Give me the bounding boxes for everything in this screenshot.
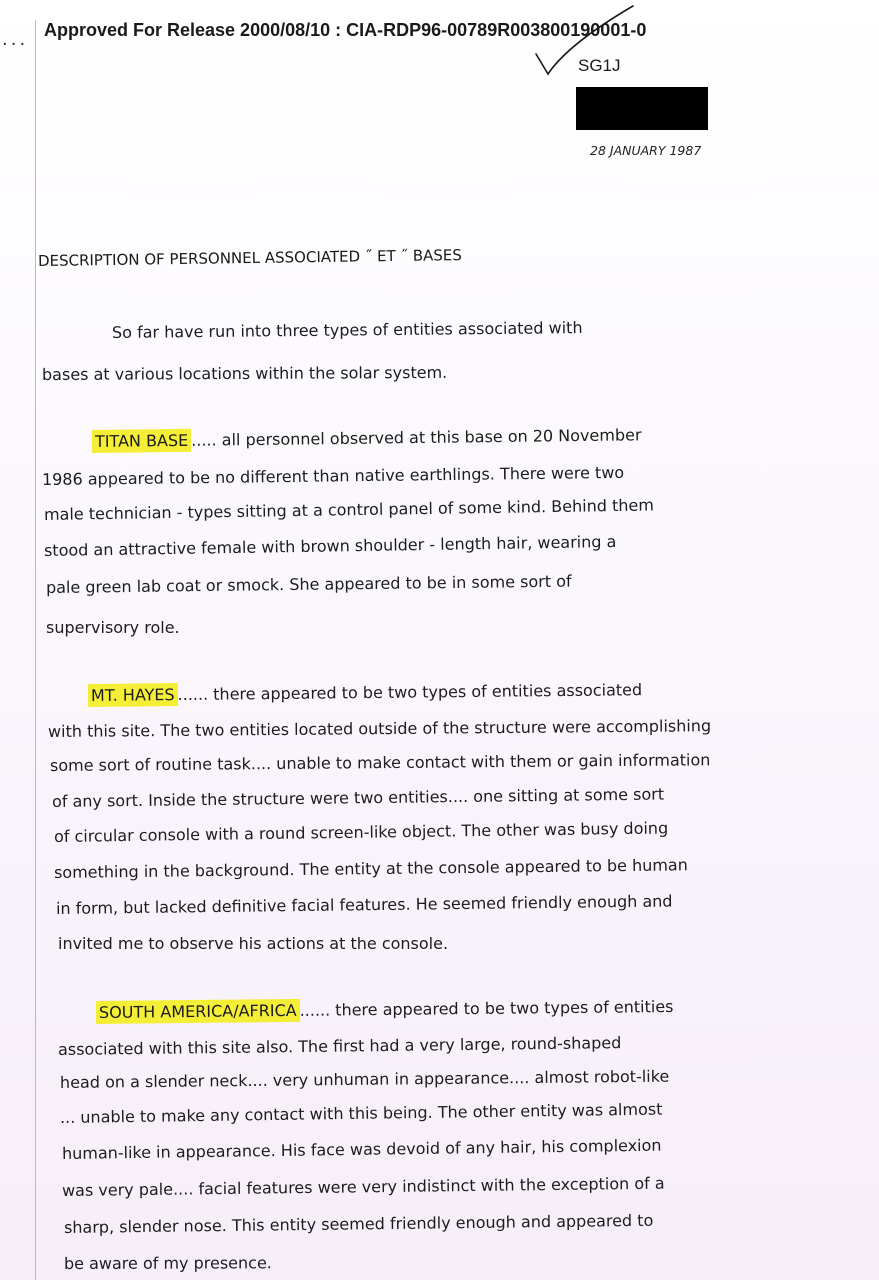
section-line: male technician - types sitting at a control panel of some kind. Behind them [43, 495, 654, 524]
section-line: some sort of routine task.... unable to make contact with them or gain information [49, 750, 711, 775]
section-line: in form, but lacked definitive facial features. He seemed friendly enough and [55, 891, 673, 918]
document-title: DESCRIPTION OF PERSONNEL ASSOCIATED ˝ ET ˝ BASES [37, 246, 462, 270]
section-label-titan-base: TITAN BASE [92, 429, 191, 453]
section-line: supervisory role. [46, 618, 180, 637]
section-line: of circular console with a round screen-like object. The other was busy doing [53, 818, 669, 846]
section-line: ...... there appeared to be two types of entities [299, 996, 674, 1020]
left-margin-line [35, 20, 36, 1280]
section-line: stood an attractive female with brown shoulder - length hair, wearing a [43, 532, 617, 560]
section-line: head on a slender neck.... very unhuman in appearance.... almost robot-like [59, 1066, 670, 1092]
section-line: 1986 appeared to be no different than native earthlings. There were two [41, 462, 625, 489]
release-header: Approved For Release 2000/08/10 : CIA-RDP96-00789R003800190001-0 [44, 20, 647, 40]
redaction-block [576, 87, 708, 130]
section-line: ..... all personnel observed at this base on 20 November [191, 425, 642, 450]
section-line: associated with this site also. The first had a very large, round-shaped [57, 1033, 622, 1059]
intro-line: So far have run into three types of entities associated with [111, 318, 583, 342]
section-line: with this site. The two entities located outside of the structure were accomplishing [47, 716, 712, 741]
section-line: something in the background. The entity at the console appeared to be human [53, 855, 688, 882]
section-line: ... unable to make any contact with this being. The other entity was almost [59, 1099, 663, 1127]
section-line: invited me to observe his actions at the console. [58, 934, 449, 953]
section-line: of any sort. Inside the structure were two entities.... one sitting at some sort [51, 784, 665, 811]
section-label-south-america-africa: SOUTH AMERICA/AFRICA [96, 999, 300, 1024]
section-line: pale green lab coat or smock. She appeared to be in some sort of [45, 571, 572, 597]
section-line: was very pale.... facial features were very indistinct with the exception of a [61, 1173, 665, 1200]
section-line: human-like in appearance. His face was devoid of any hair, his complexion [61, 1135, 662, 1163]
section-line: be aware of my presence. [63, 1253, 272, 1273]
intro-line: bases at various locations within the solar system. [41, 362, 448, 384]
section-line: sharp, slender nose. This entity seemed friendly enough and appeared to [63, 1210, 654, 1237]
classification-code: SG1J [578, 56, 621, 75]
document-date: 28 JANUARY 1987 [590, 143, 702, 158]
binding-dots: ··· [2, 34, 29, 55]
section-label-mt-hayes: MT. HAYES [88, 683, 178, 707]
section-line: ...... there appeared to be two types of entities associated [177, 680, 643, 705]
